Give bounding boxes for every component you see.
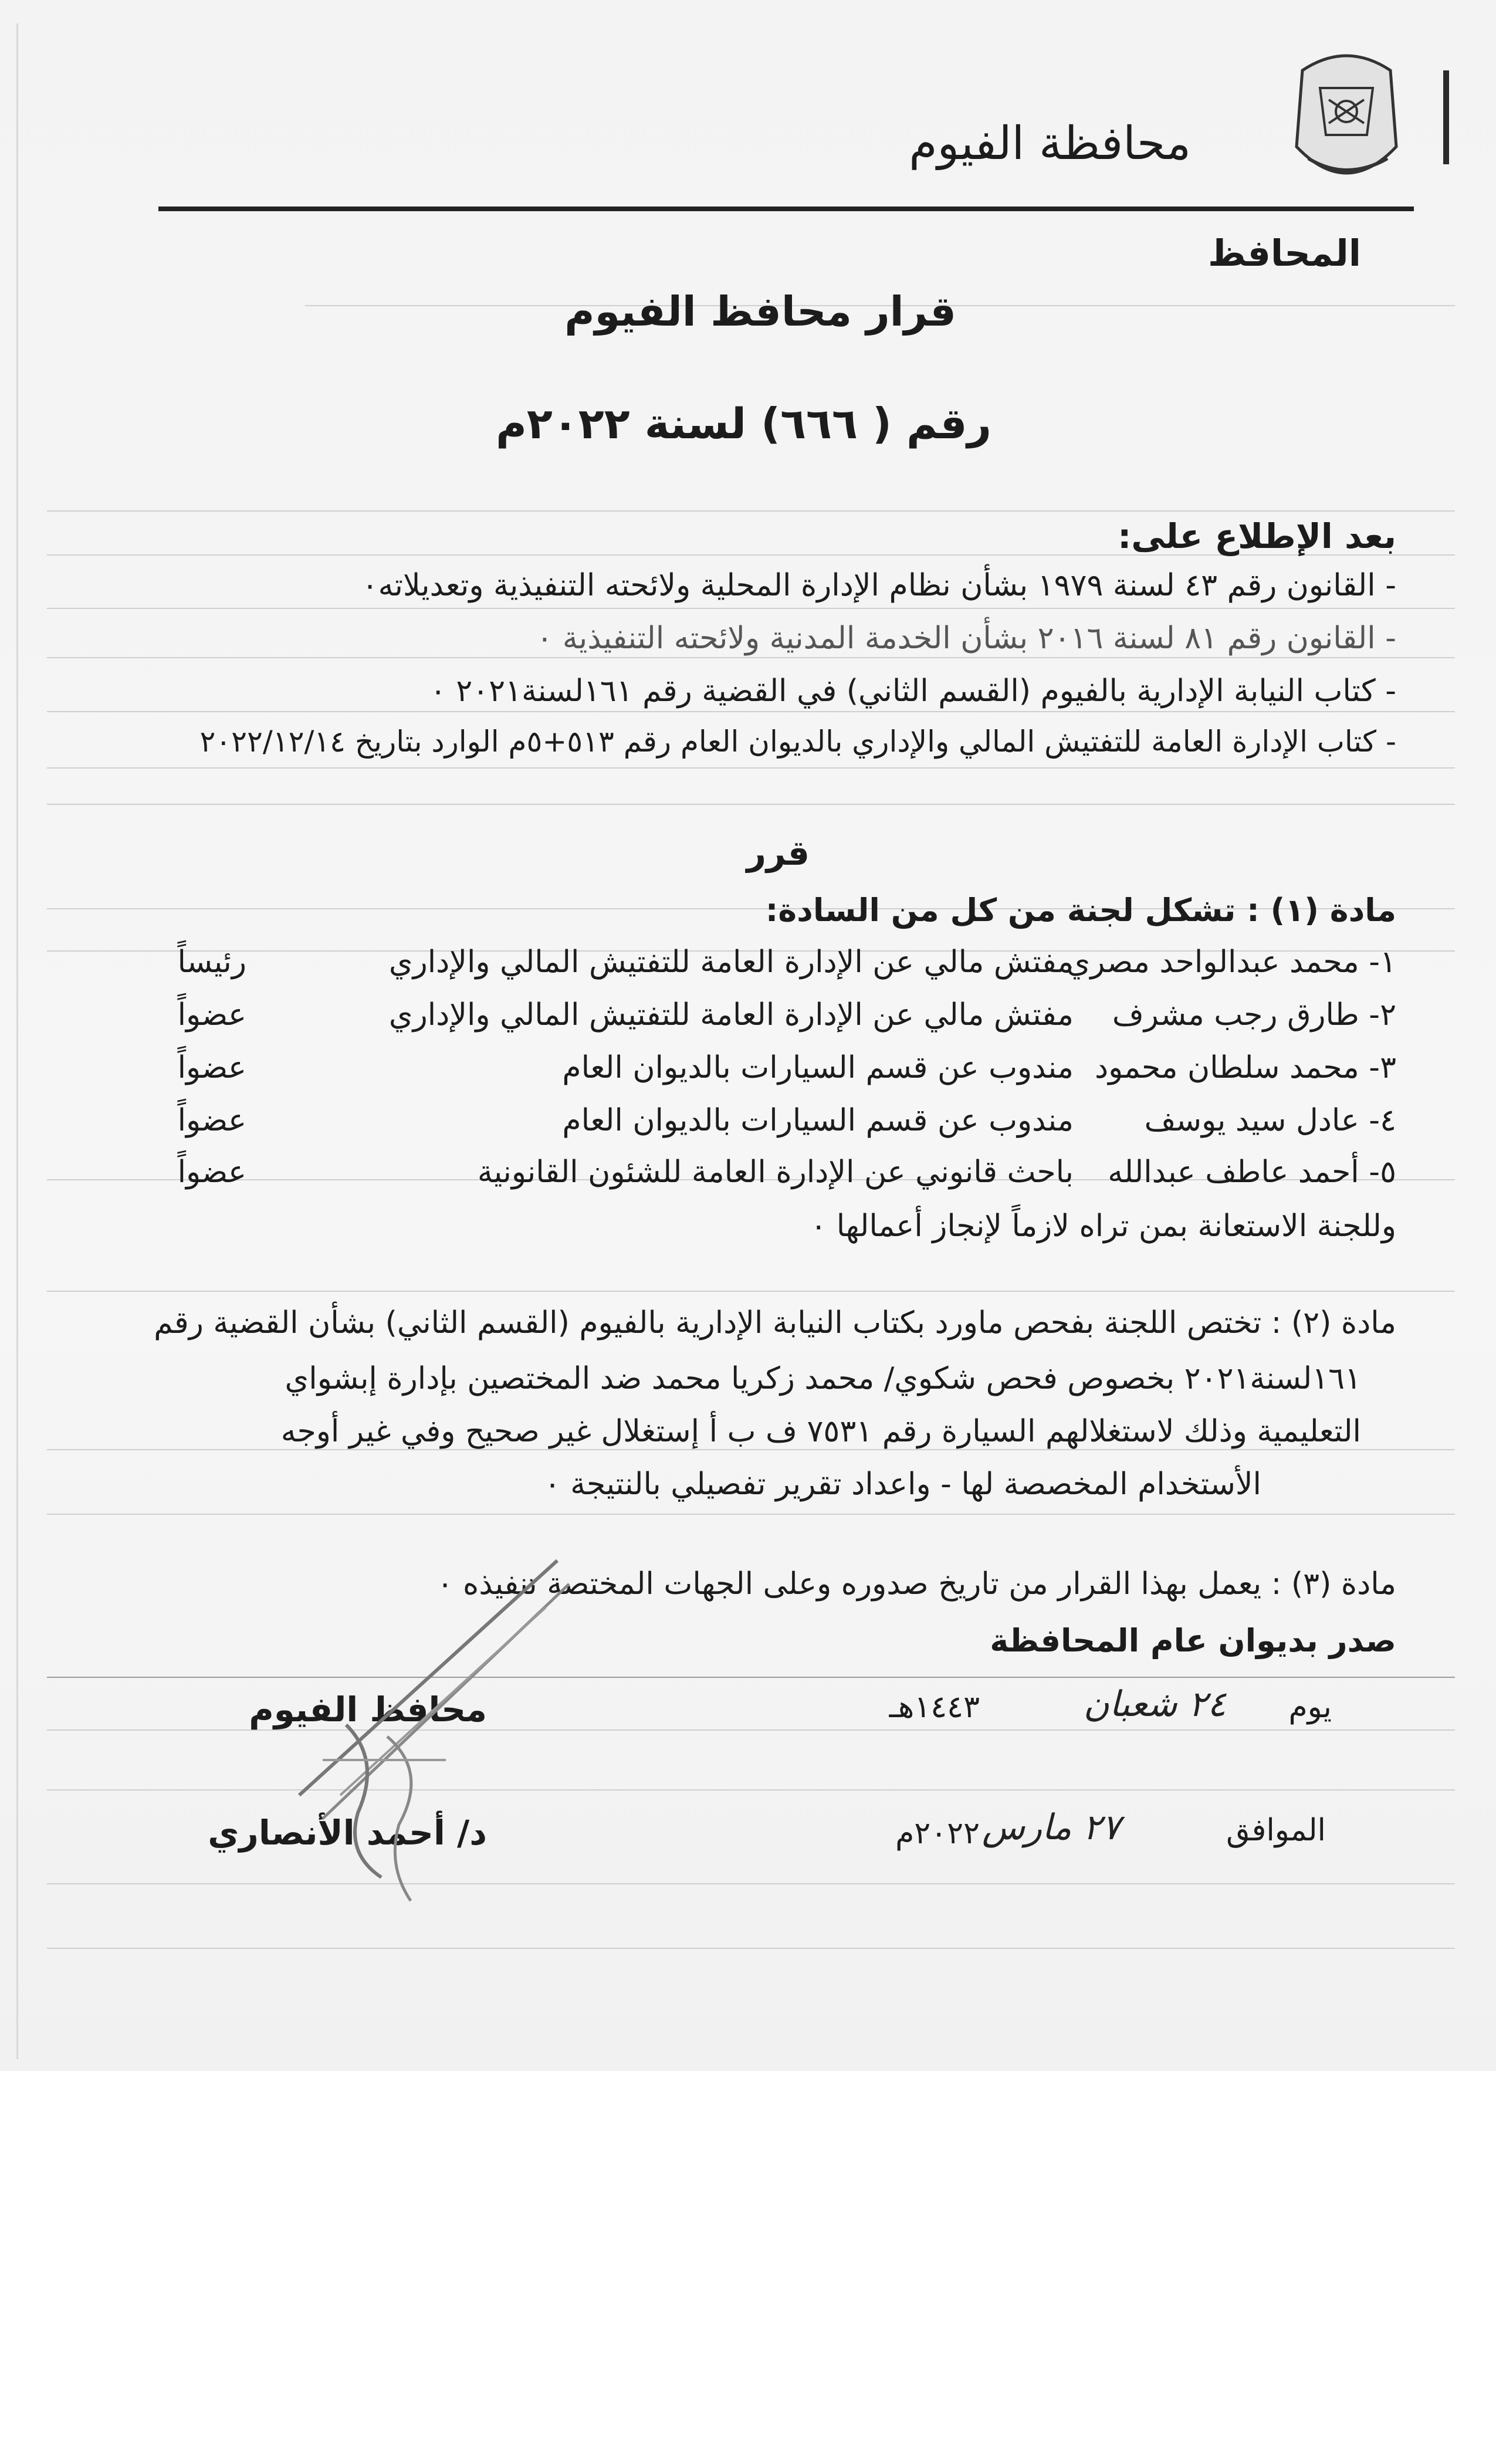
member-title: باحث قانوني عن الإدارة العامة للشئون القانونية: [477, 1155, 1074, 1190]
signature-mark: [252, 1549, 581, 1913]
scan-edge: [16, 23, 18, 2059]
governorate-seal-icon: [1285, 47, 1408, 194]
decision-number: رقم ( ٦٦٦) لسنة ٢٠٢٢م: [496, 399, 991, 448]
member-name: ٥- أحمد عاطف عبدالله: [1108, 1155, 1396, 1190]
preamble-item: - كتاب النيابة الإدارية بالفيوم (القسم الثاني) في القضية رقم ١٦١لسنة٢٠٢١ ٠: [429, 673, 1396, 709]
signatory-name: د/ أحمد الأنصاري: [208, 1813, 487, 1853]
member-role: عضواً: [177, 1155, 246, 1190]
decree-heading: قرر: [746, 833, 810, 873]
ruled-line: [47, 657, 1455, 658]
ruled-line: [47, 711, 1455, 712]
hijri-handwritten: ٢٤ شعبان: [1083, 1684, 1226, 1725]
member-title: مفتش مالي عن الإدارة العامة للتفتيش المالي والإداري: [388, 945, 1074, 980]
preamble-item: - كتاب الإدارة العامة للتفتيش المالي والإداري بالديوان العام رقم ٥١٣+٥م الوارد بتاريخ ٢٠٢٢/١٢/١٤: [199, 725, 1396, 759]
hijri-year: ١٤٤٣هـ: [889, 1690, 980, 1725]
governorate-name: محافظة الفيوم: [909, 117, 1191, 170]
margin-mark: [1443, 70, 1449, 164]
member-title: مفتش مالي عن الإدارة العامة للتفتيش المالي والإداري: [388, 997, 1074, 1033]
ruled-line: [47, 510, 1455, 512]
preamble-item: - القانون رقم ٨١ لسنة ٢٠١٦ بشأن الخدمة المدنية ولائحته التنفيذية ٠: [536, 621, 1396, 656]
ruled-line: [47, 1291, 1455, 1292]
hijri-label: يوم: [1288, 1690, 1332, 1725]
member-role: عضواً: [177, 1050, 246, 1085]
article2-line: ١٦١لسنة٢٠٢١ بخصوص فحص شكوي/ محمد زكريا محمد ضد المختصين بإدارة إبشواي: [285, 1361, 1361, 1396]
article2-line: الأستخدام المخصصة لها - واعداد تقرير تفصيلي بالنتيجة ٠: [544, 1467, 1261, 1502]
article2-line: التعليمية وذلك لاستغلالهم السيارة رقم ٧٥٣١ ف ب أ إستغلال غير صحيح وفي غير أوجه: [280, 1414, 1361, 1449]
ruled-line: [47, 1514, 1455, 1515]
member-name: ٤- عادل سيد يوسف: [1144, 1103, 1396, 1138]
member-role: رئيساً: [177, 945, 246, 980]
ruled-line: [47, 608, 1455, 609]
issued-line: صدر بديوان عام المحافظة: [990, 1622, 1396, 1659]
preamble-heading: بعد الإطلاع على:: [1118, 516, 1396, 556]
member-name: ١- محمد عبدالواحد مصري: [1066, 945, 1396, 980]
signatory-title: محافظ الفيوم: [249, 1690, 487, 1729]
ruled-line: [47, 1948, 1455, 1949]
gregorian-handwritten: ٢٧ مارس: [981, 1807, 1121, 1848]
ruled-line: [47, 767, 1455, 769]
member-name: ٢- طارق رجب مشرف: [1112, 997, 1396, 1033]
member-title: مندوب عن قسم السيارات بالديوان العام: [562, 1103, 1074, 1138]
gregorian-year: ٢٠٢٢م: [895, 1816, 980, 1851]
member-name: ٣- محمد سلطان محمود: [1094, 1050, 1396, 1085]
gregorian-label: الموافق: [1226, 1813, 1326, 1848]
member-title: مندوب عن قسم السيارات بالديوان العام: [562, 1050, 1074, 1085]
article3-text: مادة (٣) : يعمل بهذا القرار من تاريخ صدوره وعلى الجهات المختصة تنفيذه ٠: [436, 1566, 1396, 1602]
ruled-line: [47, 1449, 1455, 1450]
ruled-line: [47, 804, 1455, 805]
preamble-item: - القانون رقم ٤٣ لسنة ١٩٧٩ بشأن نظام الإدارة المحلية ولائحته التنفيذية وتعديلاته٠: [361, 568, 1396, 603]
member-role: عضواً: [177, 997, 246, 1033]
article1-note: وللجنة الاستعانة بمن تراه لازماً لإنجاز أعمالها ٠: [810, 1209, 1396, 1244]
member-role: عضواً: [177, 1103, 246, 1138]
header-divider: [158, 207, 1414, 211]
decision-title: قرار محافظ الفيوم: [564, 287, 956, 336]
article1-heading: مادة (١) : تشكل لجنة من كل من السادة:: [765, 892, 1396, 929]
office-title: المحافظ: [1207, 232, 1361, 275]
article2-line: مادة (٢) : تختص اللجنة بفحص ماورد بكتاب النيابة الإدارية بالفيوم (القسم الثاني) بشأن القضية رقم: [154, 1305, 1396, 1341]
